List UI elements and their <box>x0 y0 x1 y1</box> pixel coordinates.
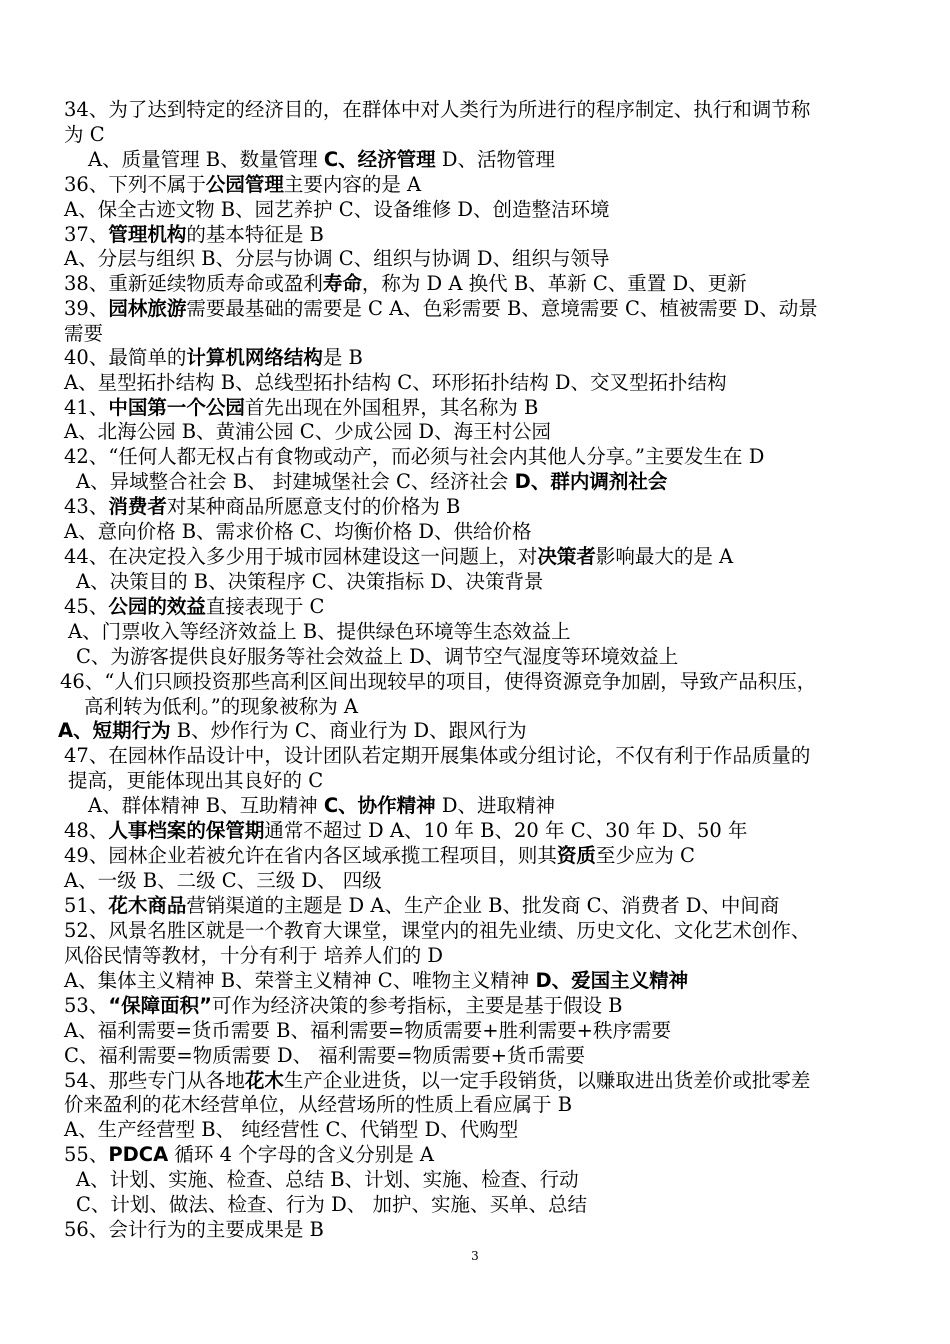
text-line <box>64 969 688 993</box>
text-line <box>88 794 555 818</box>
text-line: A、意向价格 B、需求价格 C、均衡价格 D、供给价格 <box>64 520 532 543</box>
text-line: 为 C <box>64 123 105 146</box>
text-segment: 48、 <box>64 819 109 842</box>
text-line: 52、风景名胜区就是一个教育大课堂，课堂内的祖先业绩、历史文化、文化艺术创作、 <box>64 919 811 942</box>
text-segment: 对某种商品所愿意支付的价格为 B <box>166 495 461 518</box>
text-segment: 41、 <box>64 396 109 419</box>
text-segment: A、质量管理 B、数量管理 <box>88 148 324 171</box>
text-segment: 51、 <box>64 894 109 917</box>
bold-keyword: 消费者 <box>108 495 167 518</box>
text-line: A、北海公园 B、黄浦公园 C、少成公园 D、海王村公园 <box>64 420 552 443</box>
bold-keyword: 资质 <box>556 844 596 867</box>
text-line <box>76 470 667 494</box>
text-segment: A、异域整合社会 B、 封建城堡社会 C、经济社会 <box>76 470 515 493</box>
text-line: 价来盈利的花木经营单位，从经营场所的性质上看应属于 B <box>64 1093 573 1116</box>
text-segment: 43、 <box>64 495 109 518</box>
text-line <box>64 396 538 420</box>
text-line <box>64 346 363 370</box>
bold-keyword: PDCA <box>108 1143 169 1166</box>
text-line: A、门票收入等经济效益上 B、提供绿色环境等生态效益上 <box>68 620 571 643</box>
text-segment: 40、最简单的 <box>64 346 187 369</box>
bold-keyword: 园林旅游 <box>108 297 187 320</box>
text-line <box>64 297 818 321</box>
text-segment: 49、园林企业若被允许在省内各区域承揽工程项目，则其 <box>64 844 557 867</box>
bold-keyword: A、短期行为 <box>58 719 171 742</box>
text-segment: 首先出现在外国租界，其名称为 B <box>244 396 539 419</box>
text-line <box>64 173 421 197</box>
text-line <box>64 272 747 296</box>
text-segment: 至少应为 C <box>595 844 695 867</box>
text-line <box>64 595 324 619</box>
text-line: 高利转为低利。”的现象被称为 A <box>84 695 358 718</box>
bold-keyword: 人事档案的保管期 <box>108 819 265 842</box>
text-line: A、分层与组织 B、分层与协调 C、组织与协调 D、组织与领导 <box>64 247 610 270</box>
text-segment: 38、重新延续物质寿命或盈利 <box>64 272 323 295</box>
bold-keyword: 寿命 <box>322 272 362 295</box>
text-line <box>64 1143 434 1167</box>
text-line: A、保全古迹文物 B、园艺养护 C、设备维修 D、创造整洁环境 <box>64 198 610 221</box>
text-segment: 需要最基础的需要是 C A、色彩需要 B、意境需要 C、植被需要 D、动景 <box>186 297 818 320</box>
text-line <box>64 894 779 918</box>
bold-keyword: C、经济管理 <box>323 148 436 171</box>
text-segment: 的基本特征是 B <box>186 223 324 246</box>
text-line: 46、“人们只顾投资那些高利区间出现较早的项目，使得资源竞争加剧，导致产品积压， <box>60 670 817 693</box>
text-segment: 55、 <box>64 1143 109 1166</box>
text-segment: 营销渠道的主题是 D A、生产企业 B、批发商 C、消费者 D、中间商 <box>186 894 780 917</box>
text-segment: 44、在决定投入多少用于城市园林建设这一问题上，对 <box>64 545 538 568</box>
text-line: A、星型拓扑结构 B、总线型拓扑结构 C、环形拓扑结构 D、交叉型拓扑结构 <box>64 371 727 394</box>
text-segment: D、活物管理 <box>435 148 555 171</box>
text-segment: 53、 <box>64 994 109 1017</box>
text-line: A、生产经营型 B、 纯经营性 C、代销型 D、代购型 <box>64 1118 519 1141</box>
text-segment: 37、 <box>64 223 109 246</box>
text-segment: D、进取精神 <box>435 794 555 817</box>
text-line: 47、在园林作品设计中，设计团队若定期开展集体或分组讨论，不仅有利于作品质量的 <box>64 744 811 767</box>
text-segment: 通常不超过 D A、10 年 B、20 年 C、30 年 D、50 年 <box>264 819 748 842</box>
text-line <box>64 495 460 519</box>
text-segment: 影响最大的是 A <box>595 545 734 568</box>
bold-keyword: 计算机网络结构 <box>186 346 323 369</box>
text-line: 56、会计行为的主要成果是 B <box>64 1218 324 1241</box>
text-segment: 36、下列不属于 <box>64 173 206 196</box>
text-segment: 生产企业进货，以一定手段销货，以赚取进出货差价或批零差 <box>283 1069 811 1092</box>
text-segment: A、集体主义精神 B、荣誉主义精神 C、唯物主义精神 <box>64 969 536 992</box>
text-line: C、计划、做法、检查、行为 D、 加护、实施、买单、总结 <box>76 1193 587 1216</box>
text-line <box>88 148 555 172</box>
text-segment: 45、 <box>64 595 109 618</box>
bold-keyword: 公园管理 <box>205 173 284 196</box>
bold-keyword: 中国第一个公园 <box>108 396 245 419</box>
bold-keyword: 花木 <box>244 1069 284 1092</box>
text-segment: 是 B <box>322 346 363 369</box>
text-line: 风俗民情等教材，十分有利于 培养人们的 D <box>64 944 444 967</box>
text-line: 34、为了达到特定的经济目的，在群体中对人类行为所进行的程序制定、执行和调节称 <box>64 98 811 121</box>
text-line <box>58 719 527 743</box>
text-line: A、福利需要=货币需要 B、福利需要=物质需要+胜利需要+秩序需要 <box>64 1019 671 1042</box>
text-segment: 54、那些专门从各地 <box>64 1069 245 1092</box>
text-line <box>64 994 623 1018</box>
bold-keyword: C、协作精神 <box>323 794 436 817</box>
text-segment: 39、 <box>64 297 109 320</box>
bold-keyword: D、群内调剂社会 <box>514 470 668 493</box>
bold-keyword: “保障面积” <box>108 994 212 1017</box>
text-line: C、为游客提供良好服务等社会效益上 D、调节空气湿度等环境效益上 <box>76 645 679 668</box>
bold-keyword: 决策者 <box>537 545 596 568</box>
text-line <box>64 819 747 843</box>
text-line: A、决策目的 B、决策程序 C、决策指标 D、决策背景 <box>76 570 544 593</box>
text-segment: ，称为 D A 换代 B、革新 C、重置 D、更新 <box>361 272 747 295</box>
bold-keyword: 花木商品 <box>108 894 187 917</box>
text-segment: 主要内容的是 A <box>283 173 422 196</box>
bold-keyword: D、爱国主义精神 <box>535 969 689 992</box>
text-segment: 直接表现于 C <box>205 595 325 618</box>
text-segment: 循环 4 个字母的含义分别是 A <box>168 1143 435 1166</box>
text-line: 42、“任何人都无权占有食物或动产，而必须与社会内其他人分享。”主要发生在 D <box>64 445 765 468</box>
text-line: 提高，更能体现出其良好的 C <box>68 769 324 792</box>
text-line <box>64 844 695 868</box>
text-line: C、福利需要=物质需要 D、 福利需要=物质需要+货币需要 <box>64 1044 585 1067</box>
page-number: 3 <box>471 1249 479 1263</box>
text-segment: 可作为经济决策的参考指标，主要是基于假设 B <box>211 994 623 1017</box>
text-line: A、一级 B、二级 C、三级 D、 四级 <box>64 869 382 892</box>
bold-keyword: 公园的效益 <box>108 595 206 618</box>
text-segment: A、群体精神 B、互助精神 <box>88 794 324 817</box>
text-line <box>64 223 324 247</box>
text-line <box>64 1069 810 1093</box>
text-line: A、计划、实施、检查、总结 B、计划、实施、检查、行动 <box>76 1168 579 1191</box>
text-line <box>64 545 733 569</box>
text-segment: B、炒作行为 C、商业行为 D、跟风行为 <box>170 719 527 742</box>
bold-keyword: 管理机构 <box>108 223 187 246</box>
text-line: 需要 <box>64 322 104 345</box>
